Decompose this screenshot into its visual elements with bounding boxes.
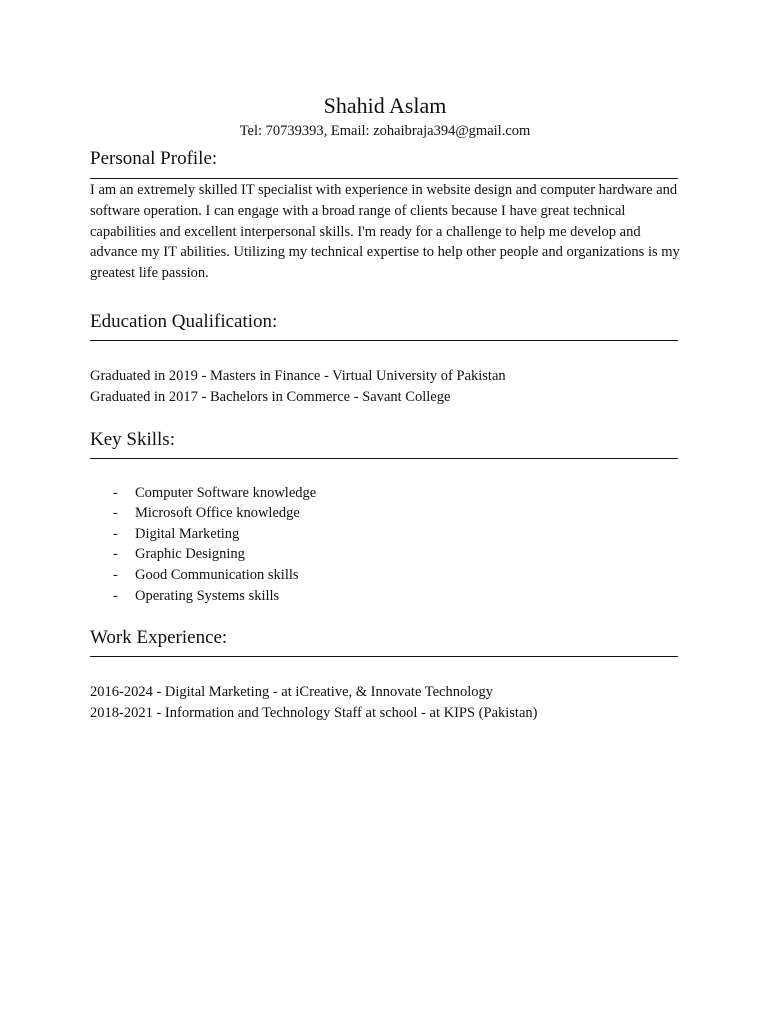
- bullet-dash: -: [113, 505, 118, 522]
- section-title-personal-profile: Personal Profile:: [90, 148, 218, 169]
- section-divider: [90, 178, 678, 179]
- skill-item: [90, 586, 680, 607]
- bullet-dash: -: [113, 546, 118, 563]
- profile-paragraph: I am an extremely skilled IT specialist with experience in website design and computer hardware and software operation. I can engage with a broad range of clients because I have great technical capabilities and excellent interpersonal skills. I'm ready for a challenge to help me develop and advance my IT abilities. Utilizing my technical expertise to help other people and organizations is my greatest life passion.: [90, 182, 680, 282]
- work-item: 2016-2024 - Digital Marketing - at iCreative, & Innovate Technology: [90, 684, 494, 701]
- bullet-dash: -: [113, 587, 118, 604]
- skill-label: Microsoft Office knowledge: [135, 505, 300, 522]
- bullet-dash: -: [113, 566, 118, 583]
- section-title-work-experience: Work Experience:: [90, 627, 228, 649]
- skill-item: [90, 483, 680, 504]
- section-divider: [90, 340, 678, 341]
- skills-list: [90, 483, 680, 607]
- section-divider: [90, 656, 678, 657]
- skill-label: Digital Marketing: [135, 525, 240, 542]
- education-list: [90, 366, 680, 408]
- contact-info: Tel: 70739393, Email: zohaibraja394@gmail.com: [239, 123, 531, 139]
- skill-label: Good Communication skills: [135, 566, 299, 583]
- skill-label: Operating Systems skills: [135, 587, 280, 604]
- section-title-education: Education Qualification:: [90, 310, 278, 332]
- resume-page: [90, 92, 680, 724]
- skill-label: Graphic Designing: [135, 546, 245, 563]
- work-item: 2018-2021 - Information and Technology Staff at school - at KIPS (Pakistan): [90, 704, 538, 721]
- education-item: Graduated in 2017 - Bachelors in Commerce - Savant College: [90, 388, 451, 405]
- candidate-name: Shahid Aslam: [323, 93, 447, 118]
- work-experience-list: [90, 682, 680, 724]
- bullet-dash: -: [113, 484, 118, 501]
- education-item: Graduated in 2019 - Masters in Finance - Virtual University of Pakistan: [90, 367, 506, 384]
- skill-item: [90, 524, 680, 545]
- section-divider: [90, 458, 678, 459]
- skill-label: Computer Software knowledge: [135, 484, 317, 501]
- skill-item: [90, 565, 680, 586]
- skill-item: [90, 503, 680, 524]
- section-title-key-skills: Key Skills:: [90, 428, 175, 450]
- skill-item: [90, 544, 680, 565]
- bullet-dash: -: [113, 525, 118, 542]
